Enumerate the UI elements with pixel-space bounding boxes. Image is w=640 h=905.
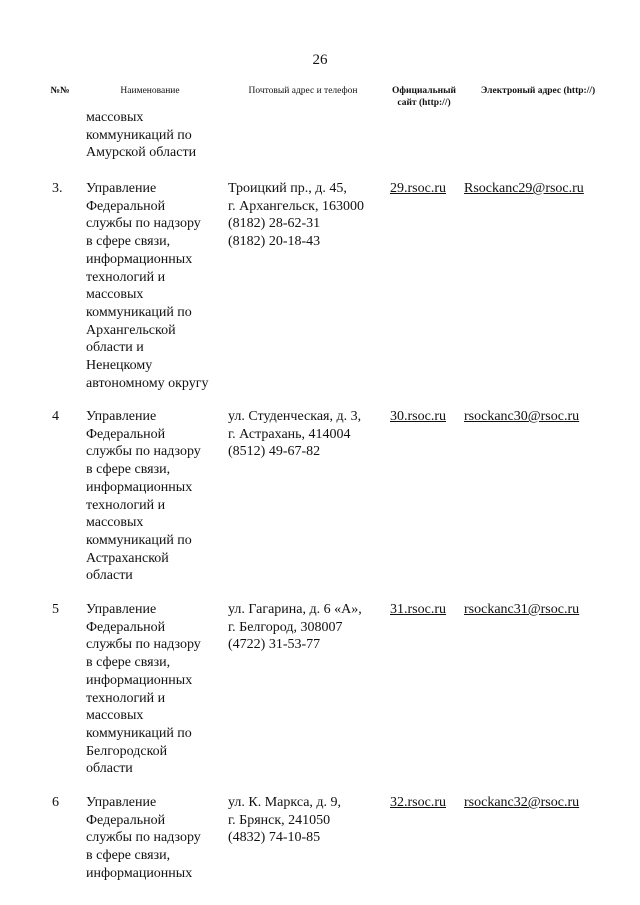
- site-link[interactable]: 30.rsoc.ru: [390, 409, 446, 424]
- header-num: №№: [50, 86, 70, 96]
- org-address: Троицкий пр., д. 45, г. Архангельск, 163000 (8182) 28-62-31 (8182) 20-18-43: [228, 181, 364, 250]
- page-number: 26: [312, 52, 328, 68]
- email-link[interactable]: rsockanc31@rsoc.ru: [464, 602, 580, 617]
- org-address: ул. Студенческая, д. 3, г. Астрахань, 414004 (8512) 49-67-82: [228, 409, 362, 460]
- org-name: Управление Федеральной службы по надзору в сфере связи, информационных технологий и массовых коммуникаций по Белгородской области: [86, 602, 201, 777]
- org-name: Управление Федеральной службы по надзору в сфере связи, информационных: [86, 795, 201, 881]
- row-number: 3.: [52, 181, 63, 196]
- header-email: Электроный адрес (http://): [480, 86, 596, 96]
- email-link[interactable]: rsockanc32@rsoc.ru: [464, 795, 580, 810]
- site-link[interactable]: 29.rsoc.ru: [390, 181, 446, 196]
- org-name: Управление Федеральной службы по надзору в сфере связи, информационных технологий и массовых коммуникаций по Архангельской области и Ненецкому автономному округу: [86, 181, 209, 391]
- org-address: ул. Гагарина, д. 6 «А», г. Белгород, 308007 (4722) 31-53-77: [228, 602, 362, 653]
- org-name: Управление Федеральной службы по надзору в сфере связи, информационных технологий и массовых коммуникаций по Астраханской области: [86, 409, 201, 584]
- org-name: массовых коммуникаций по Амурской области: [86, 110, 197, 161]
- row-number: 6: [52, 795, 59, 810]
- row-number: 4: [52, 409, 59, 424]
- email-link[interactable]: Rsockanc29@rsoc.ru: [464, 181, 584, 196]
- email-link[interactable]: rsockanc30@rsoc.ru: [464, 409, 580, 424]
- site-link[interactable]: 31.rsoc.ru: [390, 602, 446, 617]
- header-site: Официальный сайт (http://): [392, 86, 456, 108]
- org-address: ул. К. Маркса, д. 9, г. Брянск, 241050 (4832) 74-10-85: [228, 795, 342, 846]
- header-name: Наименование: [120, 86, 180, 96]
- row-number: 5: [52, 602, 59, 617]
- header-address: Почтовый адрес и телефон: [248, 86, 358, 96]
- site-link[interactable]: 32.rsoc.ru: [390, 795, 446, 810]
